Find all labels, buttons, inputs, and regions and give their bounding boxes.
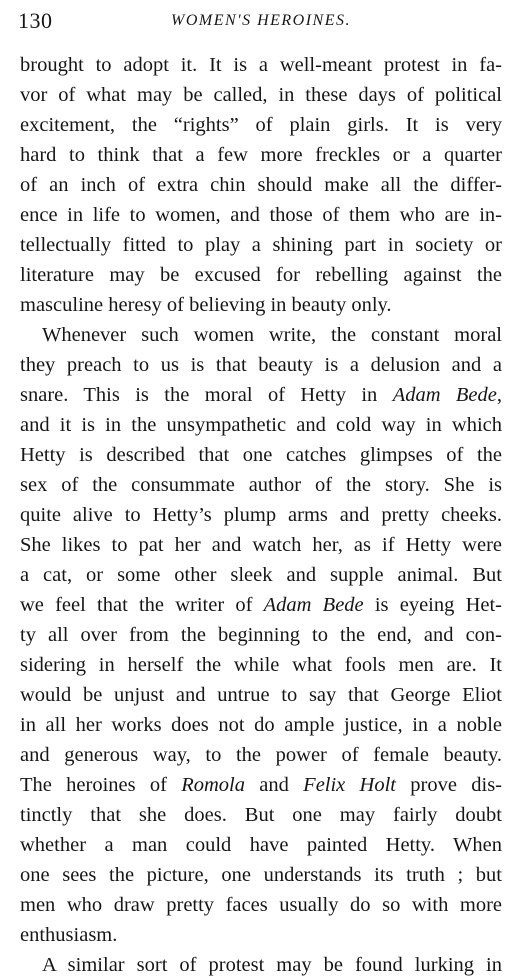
page-number: 130	[18, 8, 53, 33]
text-line: ence in life to women, and those of them who are in-	[20, 204, 502, 226]
text-line: vor of what may be called, in these days of political	[20, 84, 502, 106]
text-line: a cat, or some other sleek and supple animal. But	[20, 564, 502, 586]
text-line: literature may be excused for rebelling against the	[20, 264, 502, 286]
text-line: in all her works does not do ample justice, in a noble	[20, 714, 502, 736]
text-line: enthusiasm.	[20, 924, 118, 946]
text-line: The heroines of Romola and Felix Holt prove dis-	[20, 774, 502, 796]
text-line: hard to think that a few more freckles or a quarter	[20, 144, 502, 166]
body-text	[20, 50, 502, 980]
text-line: and it is in the unsympathetic and cold way in which	[20, 414, 502, 436]
text-line: would be unjust and untrue to say that George Eliot	[20, 684, 502, 706]
text-line: one sees the picture, one understands its truth ; but	[20, 864, 502, 886]
text-line: Hetty is described that one catches glimpses of the	[20, 444, 502, 466]
running-head: WOMEN'S HEROINES.	[170, 12, 351, 29]
text-line: they preach to us is that beauty is a delusion and a	[20, 354, 502, 376]
text-line: tinctly that she does. But one may fairly doubt	[20, 804, 502, 826]
text-line: and generous way, to the power of female beauty.	[20, 744, 502, 766]
text-line: whether a man could have painted Hetty. When	[20, 834, 502, 856]
text-line: tellectually fitted to play a shining part in society or	[20, 234, 502, 256]
text-line: snare. This is the moral of Hetty in Adam Bede,	[20, 384, 502, 406]
text-line: of an inch of extra chin should make all the differ-	[20, 174, 502, 196]
text-line: sidering in herself the while what fools men are. It	[20, 654, 502, 676]
text-line: A similar sort of protest may be found lurking in	[42, 954, 502, 976]
text-line: ty all over from the beginning to the end, and con-	[20, 624, 502, 646]
text-line: Whenever such women write, the constant moral	[42, 324, 502, 346]
text-line: brought to adopt it. It is a well-meant protest in fa-	[20, 54, 502, 76]
text-line: excitement, the “rights” of plain girls. It is very	[20, 114, 502, 136]
text-line: sex of the consummate author of the story. She is	[20, 474, 502, 496]
text-line: we feel that the writer of Adam Bede is eyeing Het-	[20, 594, 503, 616]
text-line: masculine heresy of believing in beauty only.	[20, 294, 392, 316]
text-line: quite alive to Hetty’s plump arms and pretty cheeks.	[20, 504, 502, 526]
text-line: She likes to pat her and watch her, as if Hetty were	[20, 534, 502, 556]
text-line: men who draw pretty faces usually do so with more	[20, 894, 502, 916]
page-header	[0, 6, 522, 36]
